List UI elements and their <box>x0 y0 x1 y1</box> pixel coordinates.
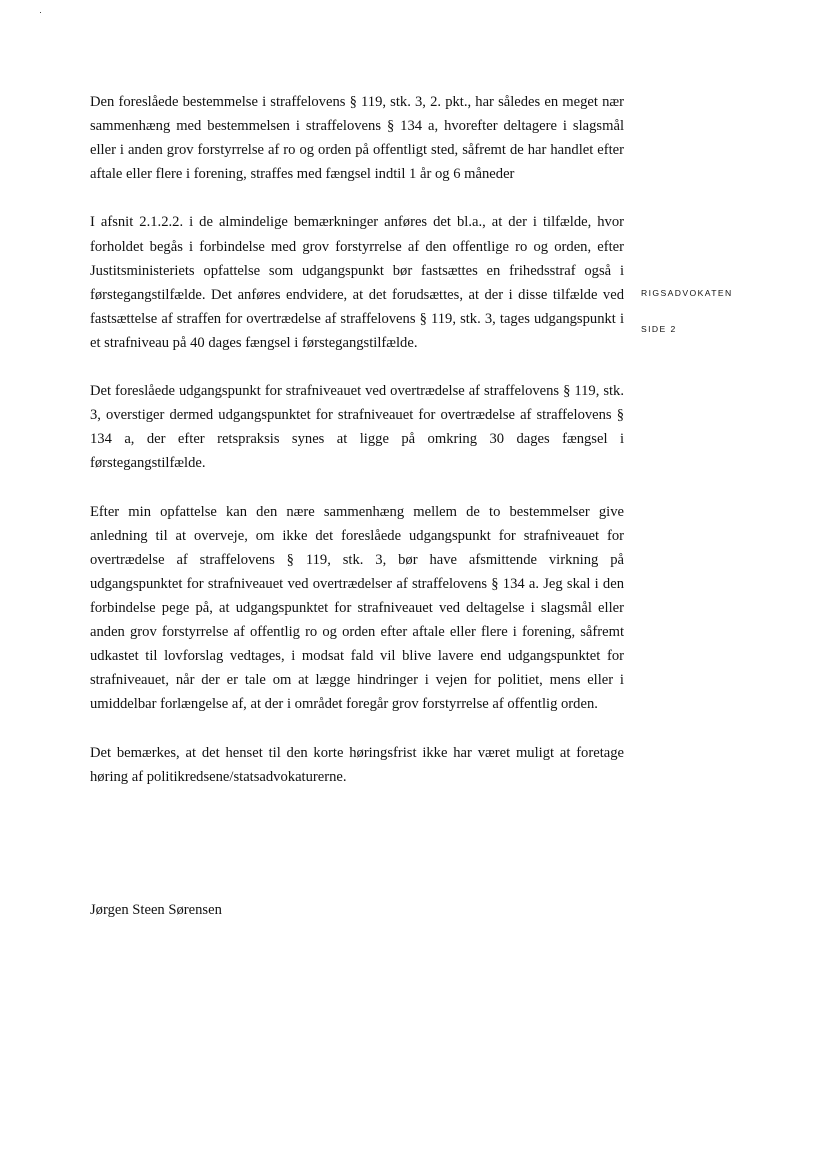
paragraph-5: Det bemærkes, at det henset til den korte høringsfrist ikke har været muligt at foretage høring af politikredsene/statsadvokaturerne. <box>90 744 624 785</box>
paragraph-3: Det foreslåede udgangspunkt for strafniveauet ved overtrædelse af straffelovens § 119, stk. 3, overstiger dermed udgangspunktet for strafniveauet for overtrædelse af straffelovens § 134 a, der efter retspraksis synes at ligge på omkring 30 dages fængsel i førstegangstilfælde. <box>90 383 624 472</box>
sidebar <box>641 288 733 334</box>
paragraph-4: Efter min opfattelse kan den nære sammenhæng mellem de to bestemmelser give anledning til at overveje, om ikke det foreslåede udgangspunkt for strafniveauet for overtrædelse af straffelovens § 119, stk. 3, bør have afsmittende virkning på udgangspunktet for strafniveauet ved overtrædelser af straffelovens § 134 a. Jeg skal i den forbindelse pege på, at udgangspunktet for strafniveauet ved deltagelse i slagsmål eller anden grov forstyrrelse af offentlig ro og orden efter aftale eller flere i forening, såfremt udkastet til lovforslag vedtages, i modsat fald vil blive lavere end udgangspunktet for strafniveauet, når der er tale om at lægge hindringer i vejen for politiet, mens eller i umiddelbar forlængelse af, at der i området foregår grov forstyrrelse af offentlig orden. <box>90 503 624 713</box>
letter-body <box>90 90 624 813</box>
scan-dot <box>40 12 41 13</box>
page-number: SIDE 2 <box>641 324 677 334</box>
paragraph-2: I afsnit 2.1.2.2. i de almindelige bemærkninger anføres det bl.a., at der i tilfælde, hvor forholdet begås i forbindelse med grov forstyrrelse af den offentlige ro og orden, efter Justitsministeriets opfattelse som udgangspunkt bør fastsættes en frihedsstraf også i førstegangstilfælde. Det anføres endvidere, at det forudsættes, at der i disse tilfælde ved fastsættelse af straffen for overtrædelse af straffelovens § 119, stk. 3, tages udgangspunkt i et strafniveau på 40 dages fængsel i førstegangstilfælde. <box>90 214 624 351</box>
paragraph-1: Den foreslåede bestemmelse i straffelovens § 119, stk. 3, 2. pkt., har således en meget nær sammenhæng med bestemmelsen i straffelovens § 134 a, hvorefter deltagere i slagsmål eller i anden grov forstyrrelse af ro og orden på offentligt sted, såfremt de har handlet efter aftale eller flere i forening, straffes med fængsel indtil 1 år og 6 måneder <box>90 94 624 183</box>
organization-name: RIGSADVOKATEN <box>641 288 733 298</box>
signature: Jørgen Steen Sørensen <box>90 902 222 918</box>
